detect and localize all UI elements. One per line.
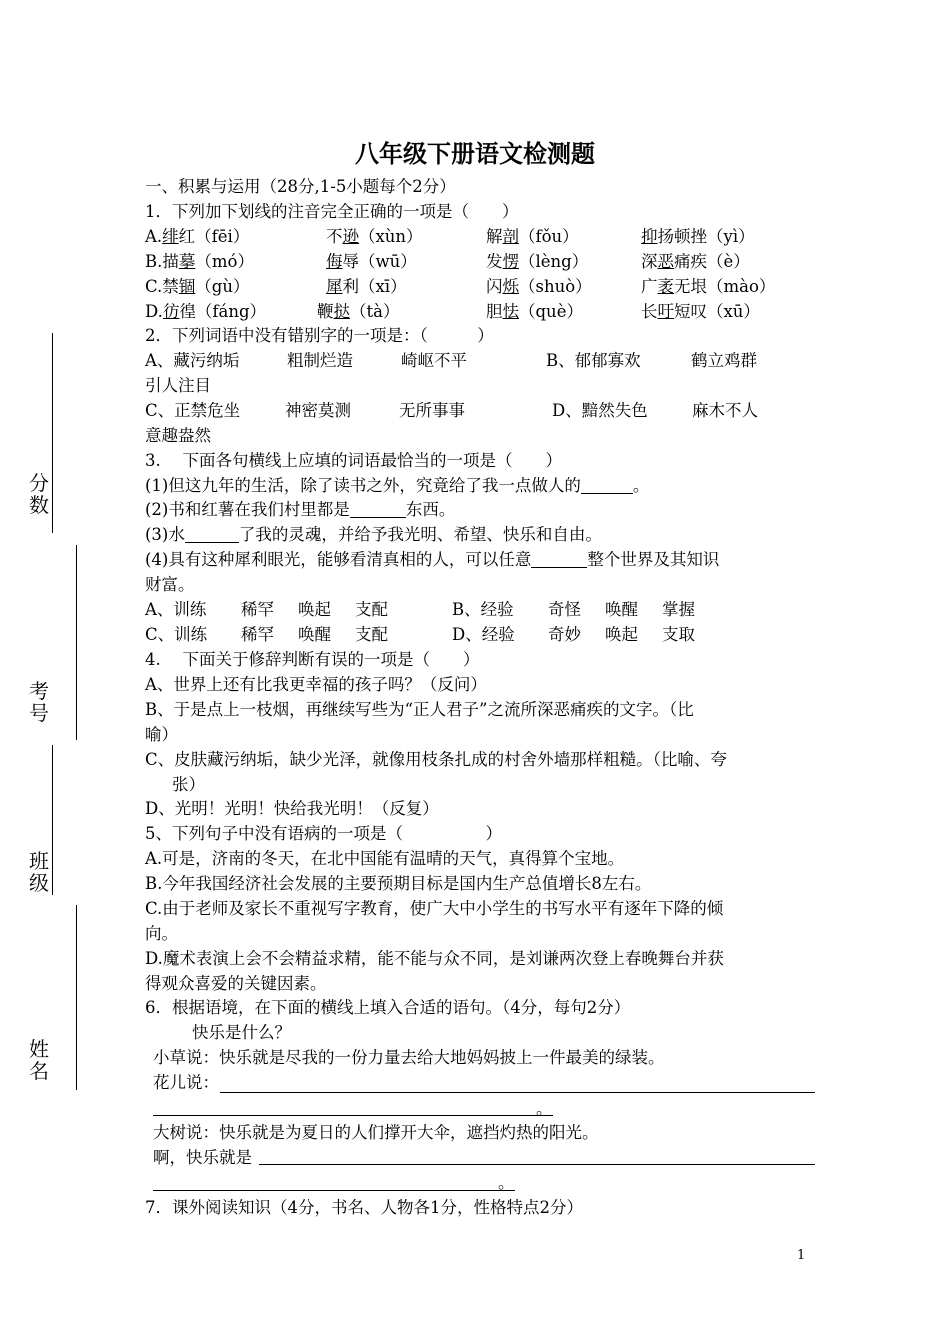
q3-options-cd: C、训练 稀罕 唤醒 支配 D、经验 奇妙 唤起 支取 <box>145 625 695 644</box>
q2-stem: 2．下列词语中没有错别字的一项是：（ ） <box>145 326 494 345</box>
q6-line-5: 大树说：快乐就是为夏日的人们撑开大伞，遮挡灼热的阳光。 <box>153 1123 599 1142</box>
q4-option-a: A、世界上还有比我更幸福的孩子吗？（反问） <box>145 675 487 694</box>
side-score-label: 分数 <box>29 471 49 517</box>
page-title: 八年级下册语文检测题 <box>355 140 595 168</box>
q5-option-d-cont: 得观众喜爱的关键因素。 <box>145 974 327 993</box>
q5-stem: 5、下列句子中没有语病的一项是（ ） <box>145 824 502 843</box>
page-number: 1 <box>797 1248 806 1263</box>
q5-option-a: A.可是，济南的冬天，在北中国能有温晴的天气，真得算个宝地。 <box>145 849 625 868</box>
q4-stem: 4. 下面关于修辞判断有误的一项是（ ） <box>145 650 480 669</box>
q2-line-1b: 引人注目 <box>145 376 211 395</box>
q3-sentence-4b: 财富。 <box>145 575 195 594</box>
q4-option-c-cont: 张） <box>172 775 205 794</box>
q1-option-b: B.描摹（mó） 侮辱（wū） 发愣（lèng） 深恶痛疾（è） <box>145 252 750 271</box>
q6-line-3: 花儿说： <box>153 1073 219 1092</box>
q6-stem: 6．根据语境，在下面的横线上填入合适的语句。（4分，每句2分） <box>145 998 631 1017</box>
q3-sentence-1: (1)但这九年的生活，除了读书之外，究竟给了我一点做人的 。 <box>145 476 650 495</box>
q3-sentence-4: (4)具有这种犀利眼光，能够看清真相的人，可以任意 整个世界及其知识 <box>145 550 720 569</box>
q6-line-2: 小草说：快乐就是尽我的一份力量去给大地妈妈披上一件最美的绿装。 <box>153 1048 665 1067</box>
side-class-line <box>52 745 53 895</box>
q3-stem: 3. 下面各句横线上应填的词语最恰当的一项是（ ） <box>145 451 562 470</box>
q3-sentence-3: (3)水 了我的灵魂，并给予我光明、希望、快乐和自由。 <box>145 525 602 544</box>
q2-line-2: C、正禁危坐 神密莫测 无所事事 D、黯然失色 麻木不人 <box>145 401 758 420</box>
q3-options-ab: A、训练 稀罕 唤起 支配 B、经验 奇怪 唤醒 掌握 <box>145 600 695 619</box>
q6-line-7-end: 。 <box>498 1173 515 1192</box>
side-examno-line <box>76 545 77 740</box>
q4-option-d: D、光明！光明！快给我光明！（反复） <box>145 799 439 818</box>
side-examno-label: 考号 <box>29 679 49 725</box>
side-name-line <box>76 905 77 1090</box>
q5-option-c: C.由于老师及家长不重视写字教育，使广大中小学生的书写水平有逐年下降的倾 <box>145 899 724 918</box>
section-1-heading: 一、积累与运用（28分,1-5小题每个2分） <box>145 177 456 196</box>
q1-stem: 1．下列加下划线的注音完全正确的一项是（ ） <box>145 202 519 221</box>
q6-line-6: 啊，快乐就是 <box>153 1148 252 1167</box>
q5-option-b: B.今年我国经济社会发展的主要预期目标是国内生产总值增长8左右。 <box>145 874 652 893</box>
side-class-label: 班级 <box>29 849 49 895</box>
q2-line-2b: 意趣盎然 <box>145 426 211 445</box>
q1-option-c: C.禁锢（gù） 犀利（xī） 闪烁（shuò） 广袤无垠（mào） <box>145 277 776 296</box>
side-name-label: 姓名 <box>29 1037 49 1083</box>
q4-option-c: C、皮肤藏污纳垢，缺少光泽，就像用枝条扎成的村舍外墙那样粗糙。（比喻、夸 <box>145 750 727 769</box>
side-score-line <box>52 333 53 533</box>
q5-option-c-cont: 向。 <box>145 924 178 943</box>
q6-line-1: 快乐是什么？ <box>192 1023 291 1042</box>
q3-sentence-2: (2)书和红薯在我们村里都是 东西。 <box>145 500 456 519</box>
q6-answer-line-1[interactable] <box>220 1092 815 1093</box>
q7-stem: 7．课外阅读知识（4分，书名、人物各1分，性格特点2分） <box>145 1198 583 1217</box>
q6-answer-line-3[interactable] <box>259 1164 815 1165</box>
q4-option-b: B、于是点上一枝烟，再继续写些为“正人君子”之流所深恶痛疾的文字。（比 <box>145 700 694 719</box>
q2-line-1: A、藏污纳垢 粗制烂造 崎岖不平 B、郁郁寡欢 鹤立鸡群 <box>145 351 757 370</box>
q1-option-d: D.彷徨（fáng） 鞭挞（tà） 胆怯（què） 长吁短叹（xū） <box>145 302 760 321</box>
q4-option-b-cont: 喻） <box>145 725 178 744</box>
q5-option-d: D.魔术表演上会不会精益求精，能不能与众不同，是刘谦两次登上春晚舞台并获 <box>145 949 724 968</box>
q1-option-a: A.绯红（fēi） 不逊（xùn） 解剖（fǒu） 抑扬顿挫（yì） <box>145 227 755 246</box>
q6-answer-line-2[interactable] <box>153 1115 553 1116</box>
q6-answer-line-4[interactable] <box>153 1190 515 1191</box>
q6-line-4-end: 。 <box>536 1099 553 1118</box>
